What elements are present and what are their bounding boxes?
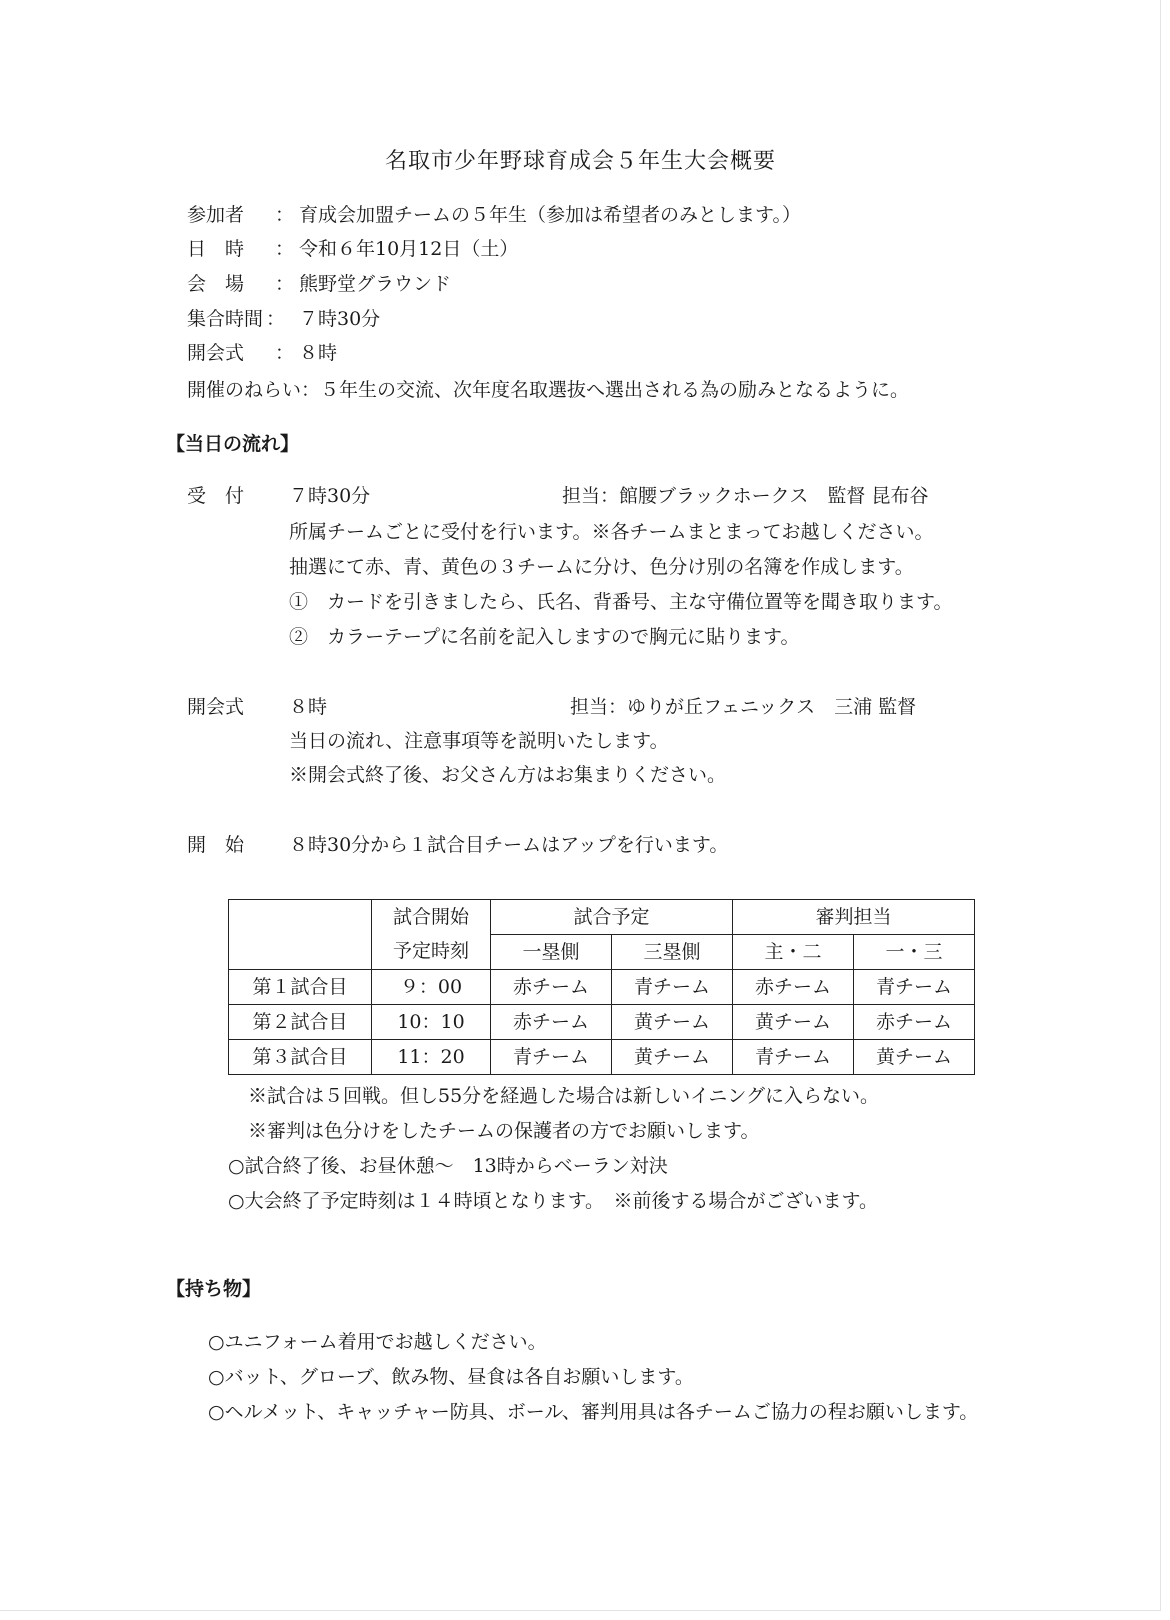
header-first-base: 一塁側 — [491, 935, 612, 970]
time-cell: 10：10 — [372, 1005, 491, 1040]
table-row — [229, 1040, 975, 1075]
reception-line: 抽選にて赤、青、黄色の３チームに分け、色分け別の名簿を作成します。 — [289, 556, 914, 578]
overview-sep: ： — [275, 342, 295, 364]
note-line: ※試合は５回戦。但し55分を経過した場合は新しいイニングに入らない。 — [248, 1085, 880, 1107]
belongings-item: ○ヘルメット、キャッチャー防具、ボール、審判用具は各チームご協力の程お願いします。 — [208, 1401, 979, 1423]
belongings-heading: 【持ち物】 — [166, 1278, 262, 1300]
header-first-third: 一・三 — [854, 935, 975, 970]
schedule-table — [228, 899, 975, 1075]
umpire-side-cell: 赤チーム — [854, 1005, 975, 1040]
overview-sep: ： — [275, 238, 295, 260]
overview-value-gather-time: ７時30分 — [299, 308, 381, 330]
document-title: 名取市少年野球育成会５年生大会概要 — [385, 149, 777, 174]
third-base-cell: 青チーム — [612, 970, 733, 1005]
belongings-item: ○バット、グローブ、飲み物、昼食は各自お願いします。 — [208, 1366, 694, 1388]
opening-time: ８時 — [289, 696, 328, 718]
opening-line: 当日の流れ、注意事項等を説明いたします。 — [289, 730, 669, 752]
reception-time: ７時30分 — [289, 485, 371, 507]
overview-label-participants: 参加者 — [187, 204, 245, 226]
table-row — [229, 970, 975, 1005]
umpire-main-cell: 青チーム — [733, 1040, 854, 1075]
overview-label-gather-time: 集合時間 — [187, 308, 264, 330]
header-main-second: 主・二 — [733, 935, 854, 970]
belongings-item: ○ユニフォーム着用でお越しください。 — [208, 1331, 547, 1353]
table-header-row — [229, 900, 975, 935]
overview-label-venue: 会 場 — [187, 273, 245, 295]
overview-label-opening: 開会式 — [187, 342, 245, 364]
header-umpire: 審判担当 — [733, 900, 975, 935]
reception-charge: 担当：館腰ブラックホークス 監督 昆布谷 — [562, 485, 929, 507]
event-aim: 開催のねらい：５年生の交流、次年度名取選抜へ選出される為の励みとなるように。 — [187, 379, 910, 401]
header-start-time-1: 試合開始 — [372, 900, 491, 935]
flow-heading: 【当日の流れ】 — [166, 433, 300, 455]
time-cell: ９：00 — [372, 970, 491, 1005]
overview-sep: ： — [275, 273, 295, 295]
umpire-side-cell: 黄チーム — [854, 1040, 975, 1075]
first-base-cell: 赤チーム — [491, 1005, 612, 1040]
game-cell: 第３試合目 — [229, 1040, 372, 1075]
umpire-side-cell: 青チーム — [854, 970, 975, 1005]
umpire-main-cell: 黄チーム — [733, 1005, 854, 1040]
overview-label-date: 日 時 — [187, 238, 245, 260]
reception-label: 受 付 — [187, 485, 245, 507]
opening-line: ※開会式終了後、お父さん方はお集まりください。 — [289, 764, 727, 786]
start-text: ８時30分から１試合目チームはアップを行います。 — [289, 834, 729, 856]
overview-value-opening: ８時 — [299, 342, 338, 364]
time-cell: 11：20 — [372, 1040, 491, 1075]
overview-value-participants: 育成会加盟チームの５年生（参加は希望者のみとします。） — [299, 204, 801, 226]
header-start-time-2: 予定時刻 — [372, 935, 491, 970]
reception-line: ① カードを引きましたら、氏名、背番号、主な守備位置等を聞き取ります。 — [289, 591, 953, 613]
opening-charge: 担当：ゆりが丘フェニックス 三浦 監督 — [570, 696, 917, 718]
overview-value-venue: 熊野堂グラウンド — [299, 273, 452, 295]
game-cell: 第１試合目 — [229, 970, 372, 1005]
first-base-cell: 青チーム — [491, 1040, 612, 1075]
overview-value-date: 令和６年10月12日（土） — [299, 238, 519, 260]
header-third-base: 三塁側 — [612, 935, 733, 970]
reception-line: ② カラーテープに名前を記入しますので胸元に貼ります。 — [289, 626, 800, 648]
reception-line: 所属チームごとに受付を行います。※各チームまとまってお越しください。 — [289, 521, 934, 543]
note-line: ○大会終了予定時刻は１４時頃となります。 ※前後する場合がございます。 — [228, 1190, 879, 1212]
umpire-main-cell: 赤チーム — [733, 970, 854, 1005]
first-base-cell: 赤チーム — [491, 970, 612, 1005]
opening-label: 開会式 — [187, 696, 245, 718]
note-line: ○試合終了後、お昼休憩～ 13時からベーラン対決 — [228, 1155, 668, 1177]
start-label: 開 始 — [187, 834, 245, 856]
overview-sep: ： — [275, 204, 295, 226]
third-base-cell: 黄チーム — [612, 1040, 733, 1075]
table-corner-cell — [229, 900, 372, 970]
game-cell: 第２試合目 — [229, 1005, 372, 1040]
overview-sep: ： — [266, 308, 286, 330]
third-base-cell: 黄チーム — [612, 1005, 733, 1040]
header-plan: 試合予定 — [491, 900, 733, 935]
note-line: ※審判は色分けをしたチームの保護者の方でお願いします。 — [248, 1120, 760, 1142]
table-row — [229, 1005, 975, 1040]
